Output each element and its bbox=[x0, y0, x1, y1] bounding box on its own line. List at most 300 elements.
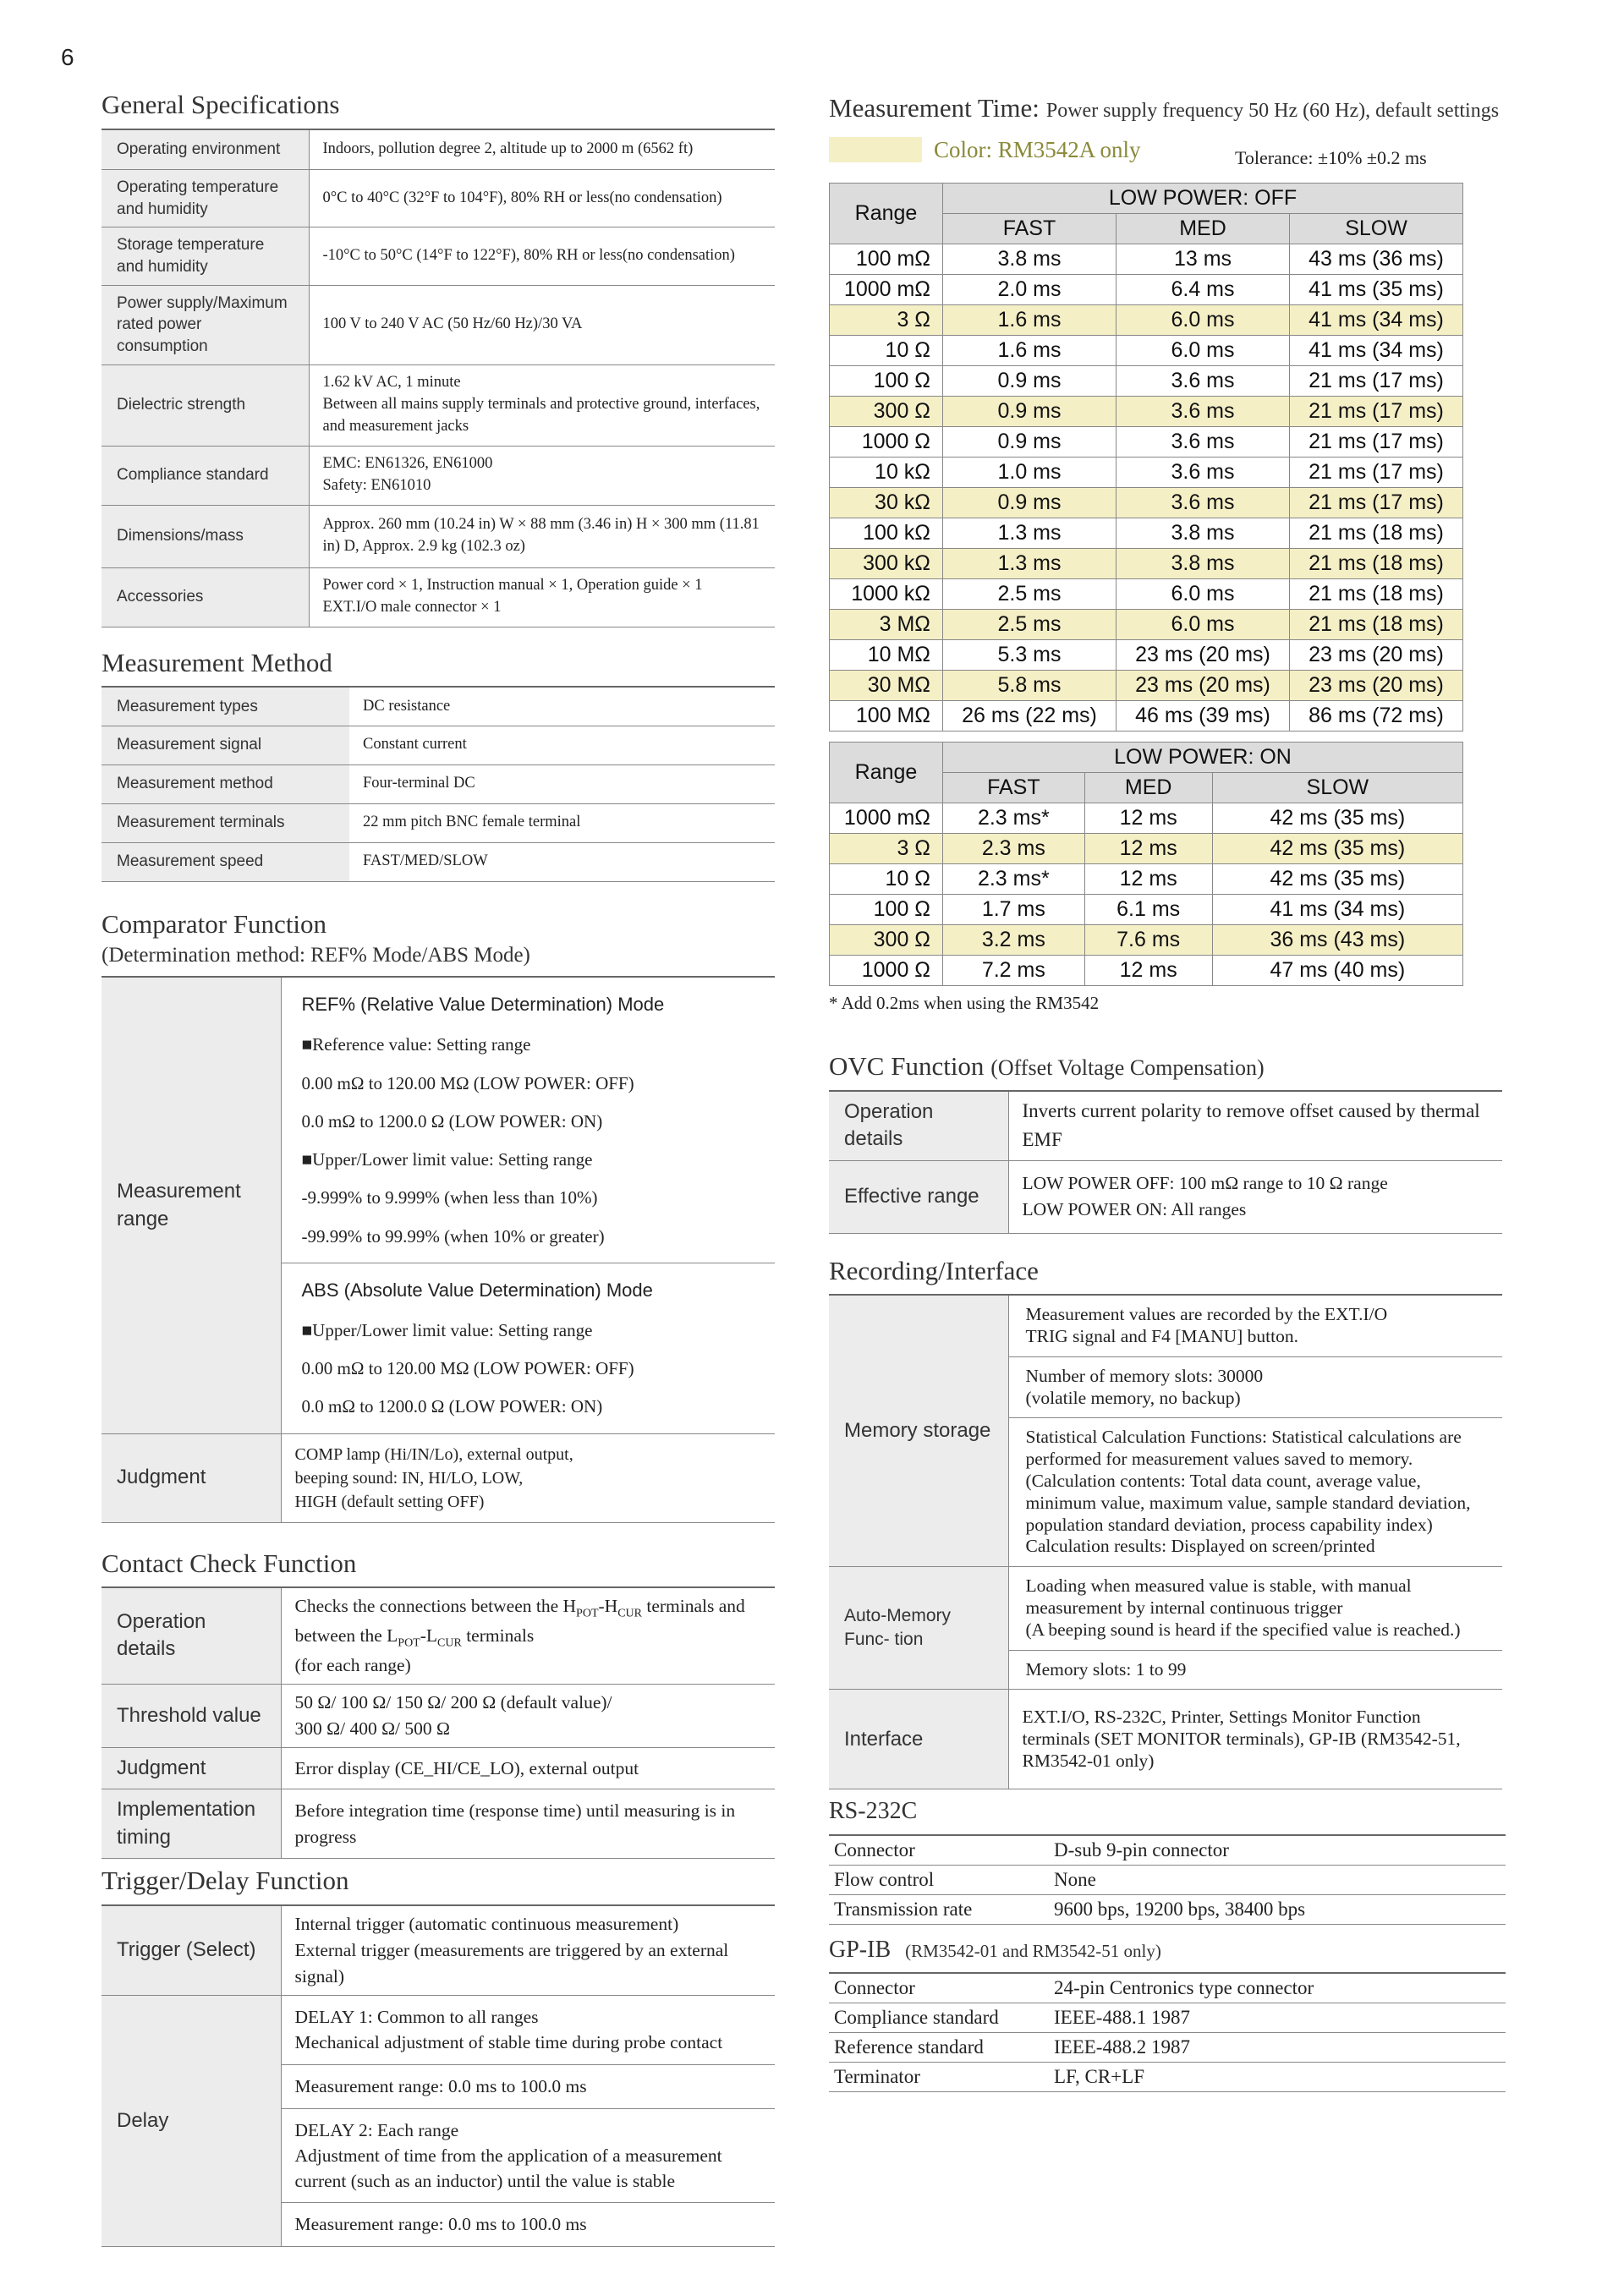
slow-cell: 21 ms (17 ms) bbox=[1290, 458, 1463, 488]
table-row bbox=[829, 1160, 1502, 1233]
range-line: -99.99% to 99.99% (when 10% or greater) bbox=[301, 1225, 605, 1247]
table-row bbox=[830, 701, 1463, 732]
slow-cell: 36 ms (43 ms) bbox=[1212, 925, 1462, 956]
legend bbox=[829, 135, 1573, 168]
spec-value bbox=[309, 129, 775, 170]
range-cell: 300 kΩ bbox=[830, 549, 943, 579]
cc-judgment-value: Error display (CE_HI/CE_LO), external output bbox=[281, 1748, 775, 1789]
fast-cell: 5.8 ms bbox=[943, 671, 1116, 701]
table-row bbox=[830, 305, 1463, 336]
med-cell: 12 ms bbox=[1084, 803, 1212, 834]
text-line: -10°C to 50°C (14°F to 122°F), 80% RH or less(no condensation) bbox=[322, 247, 735, 265]
med-cell: 12 ms bbox=[1084, 834, 1212, 864]
slow-cell: 41 ms (34 ms) bbox=[1290, 305, 1463, 336]
delay-values bbox=[282, 1996, 776, 2246]
table-row bbox=[102, 227, 775, 285]
text-line: (A beeping sound is heard if the specified value is reached.) bbox=[1025, 1619, 1461, 1640]
spec-label: Accessories bbox=[102, 567, 309, 627]
fast-cell: 1.0 ms bbox=[943, 458, 1116, 488]
method-value: Four-terminal DC bbox=[349, 764, 775, 803]
ovc-title: OVC Function bbox=[829, 1051, 985, 1081]
slow-cell: 41 ms (34 ms) bbox=[1212, 895, 1462, 925]
slow-cell: 42 ms (35 ms) bbox=[1212, 803, 1462, 834]
range-line: 0.00 mΩ to 120.00 MΩ (LOW POWER: OFF) bbox=[301, 1072, 634, 1093]
ovc-subtitle: (Offset Voltage Compensation) bbox=[990, 1055, 1265, 1080]
measurement-method-title: Measurement Method bbox=[102, 647, 332, 677]
med-cell: 3.6 ms bbox=[1116, 366, 1290, 397]
delay2-range: Measurement range: 0.0 ms to 100.0 ms bbox=[294, 2213, 587, 2234]
contact-check-table bbox=[102, 1586, 775, 1859]
table-row bbox=[829, 2062, 1506, 2091]
med-cell: 6.0 ms bbox=[1116, 579, 1290, 610]
range-cell: 100 MΩ bbox=[830, 701, 943, 732]
measurement-range-values bbox=[282, 978, 776, 1433]
text-line: COMP lamp (Hi/IN/Lo), external output, bbox=[294, 1444, 573, 1464]
text-line: Mechanical adjustment of stable time during probe contact bbox=[294, 2032, 723, 2053]
range-cell: 1000 mΩ bbox=[830, 803, 943, 834]
spec-label: Dielectric strength bbox=[102, 364, 309, 446]
abs-block bbox=[282, 1263, 776, 1433]
med-cell: 6.0 ms bbox=[1116, 610, 1290, 640]
table-row bbox=[102, 803, 775, 842]
kv-key: Transmission rate bbox=[829, 1894, 1049, 1924]
recording-title: Recording/Interface bbox=[829, 1255, 1039, 1285]
slow-header: SLOW bbox=[1212, 773, 1462, 803]
slow-cell: 21 ms (18 ms) bbox=[1290, 610, 1463, 640]
med-cell: 23 ms (20 ms) bbox=[1116, 640, 1290, 671]
page-number: 6 bbox=[61, 44, 74, 70]
gpib-table bbox=[829, 1972, 1506, 2092]
text-line: Internal trigger (automatic continuous measurement) bbox=[294, 1913, 679, 1934]
ovc-table bbox=[829, 1090, 1502, 1234]
table-row bbox=[830, 366, 1463, 397]
range-cell: 10 Ω bbox=[830, 864, 943, 895]
measurement-time-title: Measurement Time: bbox=[829, 93, 1040, 123]
method-value: Constant current bbox=[349, 726, 775, 764]
slow-cell: 21 ms (17 ms) bbox=[1290, 427, 1463, 458]
table-row bbox=[829, 1690, 1502, 1789]
table-row bbox=[829, 2003, 1506, 2032]
ref-heading: REF% (Relative Value Determination) Mode bbox=[301, 994, 665, 1016]
fast-cell: 0.9 ms bbox=[943, 397, 1116, 427]
range-cell: 1000 mΩ bbox=[830, 275, 943, 305]
low-power-off-table bbox=[829, 183, 1463, 732]
table-row bbox=[102, 977, 775, 1433]
fast-cell: 1.7 ms bbox=[943, 895, 1085, 925]
spec-value bbox=[309, 505, 775, 567]
slow-cell: 86 ms (72 ms) bbox=[1290, 701, 1463, 732]
method-value: FAST/MED/SLOW bbox=[349, 842, 775, 881]
med-header: MED bbox=[1116, 214, 1290, 244]
table-row bbox=[830, 549, 1463, 579]
slow-cell: 41 ms (34 ms) bbox=[1290, 336, 1463, 366]
trigger-delay-table bbox=[102, 1904, 775, 2247]
table-row bbox=[102, 505, 775, 567]
table-row bbox=[829, 1567, 1502, 1690]
table-row bbox=[829, 1091, 1502, 1161]
table-row bbox=[102, 1996, 775, 2247]
recording-table bbox=[829, 1294, 1502, 1789]
range-header: Range bbox=[830, 743, 943, 803]
med-cell: 46 ms (39 ms) bbox=[1116, 701, 1290, 732]
range-line: 0.00 mΩ to 120.00 MΩ (LOW POWER: OFF) bbox=[301, 1358, 634, 1379]
method-value: DC resistance bbox=[349, 687, 775, 726]
text-line: Safety: EN61010 bbox=[322, 477, 431, 495]
table-row bbox=[102, 1433, 775, 1522]
range-cell: 100 Ω bbox=[830, 895, 943, 925]
table-row bbox=[102, 285, 775, 364]
method-label: Measurement terminals bbox=[102, 803, 349, 842]
text-line: TRIG signal and F4 [MANU] button. bbox=[1025, 1326, 1298, 1347]
method-value: 22 mm pitch BNC female terminal bbox=[349, 803, 775, 842]
left-column bbox=[102, 85, 775, 2247]
table-row bbox=[830, 518, 1463, 549]
range-line: ■Reference value: Setting range bbox=[301, 1034, 531, 1055]
abs-heading: ABS (Absolute Value Determination) Mode bbox=[301, 1279, 653, 1301]
slow-cell: 41 ms (35 ms) bbox=[1290, 275, 1463, 305]
table-row bbox=[830, 488, 1463, 518]
kv-value: D-sub 9-pin connector bbox=[1049, 1835, 1506, 1866]
ovc-eff-label: Effective range bbox=[829, 1160, 1008, 1233]
spec-value bbox=[309, 446, 775, 505]
ovc-eff-value bbox=[1008, 1160, 1502, 1233]
delay-label: Delay bbox=[102, 1996, 281, 2247]
fast-cell: 3.8 ms bbox=[943, 244, 1116, 275]
fast-cell: 1.6 ms bbox=[943, 336, 1116, 366]
delay1-range: Measurement range: 0.0 ms to 100.0 ms bbox=[282, 2065, 776, 2109]
range-cell: 1000 Ω bbox=[830, 427, 943, 458]
range-line: 0.0 mΩ to 1200.0 Ω (LOW POWER: ON) bbox=[301, 1396, 603, 1417]
cc-threshold-value bbox=[281, 1684, 775, 1747]
range-header: Range bbox=[830, 184, 943, 244]
spec-value bbox=[309, 227, 775, 285]
slow-cell: 23 ms (20 ms) bbox=[1290, 671, 1463, 701]
med-cell: 3.6 ms bbox=[1116, 488, 1290, 518]
slow-cell: 21 ms (18 ms) bbox=[1290, 549, 1463, 579]
med-cell: 6.0 ms bbox=[1116, 305, 1290, 336]
text-line: 1.62 kV AC, 1 minute bbox=[322, 374, 461, 392]
text-line: beeping sound: IN, HI/LO, LOW, bbox=[294, 1468, 524, 1488]
med-cell: 3.8 ms bbox=[1116, 549, 1290, 579]
ovc-op-label: Operation details bbox=[829, 1091, 1008, 1161]
general-specs-table bbox=[102, 129, 775, 627]
ovc-header bbox=[829, 1051, 1502, 1082]
ovc-op-value: Inverts current polarity to remove offset caused by thermal EMF bbox=[1008, 1091, 1502, 1161]
table-row bbox=[830, 864, 1463, 895]
range-cell: 30 MΩ bbox=[830, 671, 943, 701]
text-line: Approx. 260 mm (10.24 in) W × 88 mm (3.46 in) H × 300 mm (11.81 in) D, Approx. 2.9 kg (102.3 oz) bbox=[322, 516, 760, 556]
text-line: 50 Ω/ 100 Ω/ 150 Ω/ 200 Ω (default value)/ bbox=[294, 1691, 612, 1712]
ref-block bbox=[282, 978, 776, 1263]
footnote: * Add 0.2ms when using the RM3542 bbox=[829, 993, 1100, 1013]
measurement-method-table bbox=[102, 686, 775, 882]
table-row bbox=[830, 925, 1463, 956]
range-line: ■Upper/Lower limit value: Setting range bbox=[301, 1319, 593, 1340]
delay2 bbox=[282, 2109, 776, 2203]
table-row bbox=[102, 567, 775, 627]
method-label: Measurement types bbox=[102, 687, 349, 726]
table-row bbox=[102, 764, 775, 803]
fast-cell: 26 ms (22 ms) bbox=[943, 701, 1116, 732]
spec-value bbox=[309, 285, 775, 364]
fast-cell: 2.5 ms bbox=[943, 610, 1116, 640]
spec-value bbox=[309, 170, 775, 227]
fast-cell: 1.6 ms bbox=[943, 305, 1116, 336]
cc-op-label: Operation details bbox=[102, 1587, 281, 1684]
interface-label: Interface bbox=[829, 1690, 1008, 1789]
med-cell: 12 ms bbox=[1084, 956, 1212, 986]
cc-judgment-label: Judgment bbox=[102, 1748, 281, 1789]
med-cell: 6.0 ms bbox=[1116, 336, 1290, 366]
memory-storage-label: Memory storage bbox=[829, 1295, 1008, 1566]
spec-label: Storage temperature and humidity bbox=[102, 227, 309, 285]
range-cell: 30 kΩ bbox=[830, 488, 943, 518]
table-row bbox=[830, 458, 1463, 488]
slow-cell: 21 ms (18 ms) bbox=[1290, 579, 1463, 610]
method-label: Measurement signal bbox=[102, 726, 349, 764]
range-cell: 3 Ω bbox=[830, 305, 943, 336]
table-row bbox=[102, 170, 775, 227]
text-line: Loading when measured value is stable, with manual measurement by internal continuous trigger bbox=[1025, 1575, 1412, 1619]
kv-key: Connector bbox=[829, 1835, 1049, 1866]
fast-cell: 1.3 ms bbox=[943, 518, 1116, 549]
range-cell: 10 Ω bbox=[830, 336, 943, 366]
range-line: -9.999% to 9.999% (when less than 10%) bbox=[301, 1187, 598, 1208]
kv-key: Compliance standard bbox=[829, 2003, 1049, 2032]
table-row bbox=[829, 1973, 1506, 2003]
table-row bbox=[102, 842, 775, 881]
text-line: Adjustment of time from the application of a measurement current (such as an inductor) until the value is stable bbox=[294, 2145, 722, 2191]
kv-value: None bbox=[1049, 1865, 1506, 1894]
gpib-header bbox=[829, 1937, 1573, 1964]
table-row bbox=[830, 640, 1463, 671]
range-cell: 100 kΩ bbox=[830, 518, 943, 549]
table-row bbox=[829, 2032, 1506, 2062]
text-line: EMC: EN61326, EN61000 bbox=[322, 455, 493, 473]
fast-cell: 1.3 ms bbox=[943, 549, 1116, 579]
delay1 bbox=[282, 1996, 776, 2064]
fast-header: FAST bbox=[943, 773, 1085, 803]
text-line: Number of memory slots: 30000 bbox=[1025, 1365, 1264, 1386]
text-line: DELAY 1: Common to all ranges bbox=[294, 2007, 539, 2028]
rs232c-table bbox=[829, 1834, 1506, 1925]
right-column bbox=[829, 85, 1573, 2092]
fast-cell: 3.2 ms bbox=[943, 925, 1085, 956]
med-cell: 23 ms (20 ms) bbox=[1116, 671, 1290, 701]
slow-cell: 21 ms (17 ms) bbox=[1290, 488, 1463, 518]
table-row bbox=[102, 446, 775, 505]
cell bbox=[1009, 1296, 1503, 1357]
spec-label: Operating environment bbox=[102, 129, 309, 170]
range-cell: 300 Ω bbox=[830, 397, 943, 427]
cc-impl-label: Implementation timing bbox=[102, 1789, 281, 1859]
text-line: EXT.I/O, RS-232C, Printer, Settings Monitor Function terminals (SET MONITOR terminals), GP-IB (RM3542-51, RM3542-01 only) bbox=[1022, 1707, 1461, 1771]
med-cell: 3.6 ms bbox=[1116, 397, 1290, 427]
kv-key: Reference standard bbox=[829, 2032, 1049, 2062]
legend-swatch bbox=[829, 137, 922, 162]
text-line: LOW POWER ON: All ranges bbox=[1022, 1199, 1247, 1220]
contact-check-title: Contact Check Function bbox=[102, 1548, 357, 1578]
cell bbox=[1009, 1357, 1503, 1419]
fast-cell: 2.0 ms bbox=[943, 275, 1116, 305]
spec-value bbox=[309, 364, 775, 446]
cell bbox=[1009, 1567, 1503, 1650]
range-cell: 100 mΩ bbox=[830, 244, 943, 275]
kv-value: 24-pin Centronics type connector bbox=[1049, 1973, 1506, 2003]
table-row bbox=[102, 1587, 775, 1684]
legend-text: Color: RM3542A only bbox=[934, 136, 1141, 162]
kv-value: 9600 bps, 19200 bps, 38400 bps bbox=[1049, 1894, 1506, 1924]
table-row bbox=[102, 1789, 775, 1859]
kv-value: IEEE-488.2 1987 bbox=[1049, 2032, 1506, 2062]
judgment-label: Judgment bbox=[102, 1433, 281, 1522]
trigger-delay-title: Trigger/Delay Function bbox=[102, 1866, 349, 1896]
fast-cell: 0.9 ms bbox=[943, 488, 1116, 518]
table-row bbox=[829, 1865, 1506, 1894]
cell bbox=[1009, 1418, 1503, 1566]
kv-key: Connector bbox=[829, 1973, 1049, 2003]
range-cell: 10 MΩ bbox=[830, 640, 943, 671]
table-row bbox=[102, 364, 775, 446]
fast-cell: 0.9 ms bbox=[943, 366, 1116, 397]
fast-cell: 2.3 ms* bbox=[943, 803, 1085, 834]
fast-cell: 2.3 ms bbox=[943, 834, 1085, 864]
text-line: (Calculation contents: Total data count, average value, minimum value, maximum value, sample standard deviation, population standard deviation, process capability index) bbox=[1025, 1471, 1471, 1535]
spec-label: Power supply/Maximum rated power consumption bbox=[102, 285, 309, 364]
table-row bbox=[102, 1748, 775, 1789]
method-label: Measurement method bbox=[102, 764, 349, 803]
trigger-value bbox=[281, 1905, 775, 1996]
spec-label: Operating temperature and humidity bbox=[102, 170, 309, 227]
table-row bbox=[830, 336, 1463, 366]
table-row bbox=[830, 895, 1463, 925]
med-cell: 3.8 ms bbox=[1116, 518, 1290, 549]
text-line: External trigger (measurements are triggered by an external signal) bbox=[294, 1940, 729, 1987]
table-row bbox=[830, 610, 1463, 640]
text-line: 100 V to 240 V AC (50 Hz/60 Hz)/30 VA bbox=[322, 315, 583, 333]
fast-cell: 0.9 ms bbox=[943, 427, 1116, 458]
memory-storage-values bbox=[1009, 1296, 1503, 1566]
text-line: (volatile memory, no backup) bbox=[1025, 1387, 1241, 1408]
text-line: 300 Ω/ 400 Ω/ 500 Ω bbox=[294, 1718, 451, 1739]
text-line: Indoors, pollution degree 2, altitude up to 2000 m (6562 ft) bbox=[322, 140, 694, 157]
auto-memory-values bbox=[1009, 1567, 1503, 1689]
cc-impl-value: Before integration time (response time) until measuring is in progress bbox=[281, 1789, 775, 1859]
fast-cell: 7.2 ms bbox=[943, 956, 1085, 986]
med-cell: 7.6 ms bbox=[1084, 925, 1212, 956]
comparator-table bbox=[102, 976, 775, 1522]
fast-cell: 2.5 ms bbox=[943, 579, 1116, 610]
fast-cell: 2.3 ms* bbox=[943, 864, 1085, 895]
tolerance: Tolerance: ±10% ±0.2 ms bbox=[1235, 147, 1427, 168]
slow-cell: 43 ms (36 ms) bbox=[1290, 244, 1463, 275]
slow-cell: 42 ms (35 ms) bbox=[1212, 864, 1462, 895]
cell bbox=[1009, 1651, 1503, 1690]
table-row bbox=[102, 129, 775, 170]
table-row bbox=[830, 397, 1463, 427]
measurement-range-label: Measurement range bbox=[102, 977, 281, 1433]
text-line: Between all mains supply terminals and protective ground, interfaces, and measurement jacks bbox=[322, 396, 760, 436]
slow-cell: 23 ms (20 ms) bbox=[1290, 640, 1463, 671]
general-specs-title: General Specifications bbox=[102, 90, 340, 119]
slow-cell: 21 ms (17 ms) bbox=[1290, 366, 1463, 397]
fast-header: FAST bbox=[943, 214, 1116, 244]
med-cell: 3.6 ms bbox=[1116, 458, 1290, 488]
med-cell: 6.1 ms bbox=[1084, 895, 1212, 925]
table-row bbox=[830, 834, 1463, 864]
trigger-label: Trigger (Select) bbox=[102, 1905, 281, 1996]
kv-key: Flow control bbox=[829, 1865, 1049, 1894]
table-row bbox=[830, 427, 1463, 458]
kv-value: IEEE-488.1 1987 bbox=[1049, 2003, 1506, 2032]
range-cell: 3 Ω bbox=[830, 834, 943, 864]
med-cell: 13 ms bbox=[1116, 244, 1290, 275]
range-line: ■Upper/Lower limit value: Setting range bbox=[301, 1149, 593, 1170]
slow-cell: 42 ms (35 ms) bbox=[1212, 834, 1462, 864]
fast-cell: 5.3 ms bbox=[943, 640, 1116, 671]
table-row bbox=[830, 956, 1463, 986]
range-cell: 10 kΩ bbox=[830, 458, 943, 488]
table-row bbox=[830, 803, 1463, 834]
low-power-off-header: LOW POWER: OFF bbox=[943, 184, 1463, 214]
text-line: Measurement values are recorded by the EXT.I/O bbox=[1025, 1304, 1388, 1325]
table-row bbox=[829, 1295, 1502, 1566]
range-line: 0.0 mΩ to 1200.0 Ω (LOW POWER: ON) bbox=[301, 1110, 603, 1132]
gpib-subtitle: (RM3542-01 and RM3542-51 only) bbox=[905, 1940, 1161, 1961]
text-line: Power cord × 1, Instruction manual × 1, Operation guide × 1 bbox=[322, 577, 703, 595]
range-cell: 1000 kΩ bbox=[830, 579, 943, 610]
table-row bbox=[830, 244, 1463, 275]
method-label: Measurement speed bbox=[102, 842, 349, 881]
low-power-on-header: LOW POWER: ON bbox=[943, 743, 1463, 773]
table-row bbox=[102, 687, 775, 726]
judgment-value bbox=[281, 1433, 775, 1522]
text-line: Calculation results: Displayed on screen/printed bbox=[1025, 1536, 1375, 1557]
text-line: 0°C to 40°C (32°F to 104°F), 80% RH or less(no condensation) bbox=[322, 189, 722, 206]
table-row bbox=[830, 275, 1463, 305]
table-row bbox=[829, 1894, 1506, 1924]
range-cell: 1000 Ω bbox=[830, 956, 943, 986]
measurement-time-header bbox=[829, 93, 1573, 123]
table-row bbox=[102, 1684, 775, 1747]
interface-value bbox=[1008, 1690, 1502, 1789]
auto-memory-label: Auto-Memory Func- tion bbox=[829, 1567, 1008, 1690]
cc-op-value: Checks the connections between the $H_{POT}-H_{CUR}$ terminals and between the $L_{POT}-L_{CUR}$ terminals (for each range) bbox=[281, 1587, 775, 1684]
text-line: HIGH (default setting OFF) bbox=[294, 1492, 485, 1511]
text-line: LOW POWER OFF: 100 mΩ range to 10 Ω range bbox=[1022, 1172, 1388, 1193]
spec-value bbox=[309, 567, 775, 627]
rs232c-title: RS-232C bbox=[829, 1798, 918, 1825]
slow-cell: 47 ms (40 ms) bbox=[1212, 956, 1462, 986]
low-power-on-table bbox=[829, 742, 1463, 986]
text-line: DELAY 2: Each range bbox=[294, 2119, 459, 2140]
med-cell: 12 ms bbox=[1084, 864, 1212, 895]
slow-cell: 21 ms (17 ms) bbox=[1290, 397, 1463, 427]
spec-label: Compliance standard bbox=[102, 446, 309, 505]
slow-header: SLOW bbox=[1290, 214, 1463, 244]
range-cell: 300 Ω bbox=[830, 925, 943, 956]
text-line: Memory slots: 1 to 99 bbox=[1025, 1658, 1187, 1680]
slow-cell: 21 ms (18 ms) bbox=[1290, 518, 1463, 549]
text-line: Statistical Calculation Functions: Statistical calculations are performed for measurement values saved to memory. bbox=[1025, 1427, 1462, 1470]
kv-key: Terminator bbox=[829, 2062, 1049, 2091]
table-row bbox=[102, 1905, 775, 1996]
table-row bbox=[830, 671, 1463, 701]
med-header: MED bbox=[1084, 773, 1212, 803]
kv-value: LF, CR+LF bbox=[1049, 2062, 1506, 2091]
text-line: EXT.I/O male connector × 1 bbox=[322, 599, 502, 616]
table-row bbox=[829, 1835, 1506, 1866]
